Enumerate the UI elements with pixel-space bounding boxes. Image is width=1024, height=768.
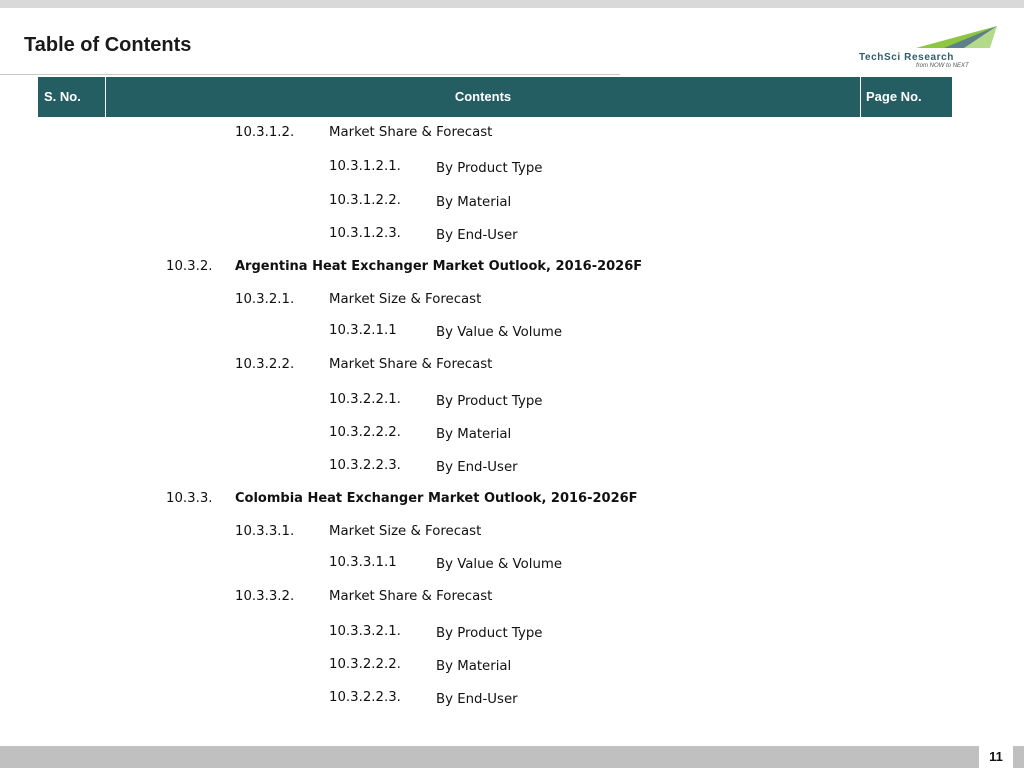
top-band <box>0 0 1024 8</box>
toc-entry-number: 10.3.1.2.3. <box>329 226 401 241</box>
toc-entry-number: 10.3.3. <box>166 491 213 506</box>
toc-entry[interactable] <box>0 191 1024 211</box>
column-header-sno: S. No. <box>38 77 105 117</box>
toc-entry[interactable] <box>0 522 1024 542</box>
toc-entry-number: 10.3.3.1. <box>235 524 295 539</box>
toc-entry-number: 10.3.2.2.1. <box>329 392 401 407</box>
toc-entry-title: Argentina Heat Exchanger Market Outlook, 2016-2026F <box>235 259 643 274</box>
page-title: Table of Contents <box>24 34 192 56</box>
toc-entry[interactable] <box>0 655 1024 675</box>
toc-entry[interactable] <box>0 489 1024 509</box>
toc-entry-number: 10.3.2.2.3. <box>329 458 401 473</box>
toc-entry-number: 10.3.3.2. <box>235 589 295 604</box>
toc-entry[interactable] <box>0 390 1024 410</box>
toc-entry-number: 10.3.2.2. <box>235 357 295 372</box>
toc-entry[interactable] <box>0 423 1024 443</box>
toc-entry[interactable] <box>0 157 1024 177</box>
toc-entry-title: By End-User <box>436 692 518 707</box>
company-logo <box>856 24 1001 74</box>
toc-entry-number: 10.3.3.2.1. <box>329 624 401 639</box>
toc-entry-title: By Value & Volume <box>436 557 563 572</box>
toc-entry-number: 10.3.3.1.1 <box>329 555 397 570</box>
toc-entry-number: 10.3.2.2.2. <box>329 657 401 672</box>
toc-entry[interactable] <box>0 290 1024 310</box>
toc-entry[interactable] <box>0 321 1024 341</box>
logo-swoosh-icon <box>856 24 1001 54</box>
logo-name: TechSci Research <box>859 52 955 63</box>
title-divider <box>0 74 620 75</box>
toc-entry-title: By Product Type <box>436 394 543 409</box>
toc-entry-number: 10.3.2.2.3. <box>329 690 401 705</box>
toc-entry-number: 10.3.2.1.1 <box>329 323 397 338</box>
column-header-page: Page No. <box>861 77 952 117</box>
toc-entry-title: By End-User <box>436 460 518 475</box>
toc-entry[interactable] <box>0 224 1024 244</box>
toc-entry[interactable] <box>0 257 1024 277</box>
toc-entry-title: Colombia Heat Exchanger Market Outlook, 2016-2026F <box>235 491 638 506</box>
table-header <box>38 77 952 117</box>
toc-entry-number: 10.3.2.1. <box>235 292 295 307</box>
toc-entry[interactable] <box>0 553 1024 573</box>
toc-entry-title: By Value & Volume <box>436 325 563 340</box>
toc-entry-title: Market Size & Forecast <box>329 292 482 307</box>
toc-entry-title: Market Share & Forecast <box>329 589 493 604</box>
toc-entry-title: By End-User <box>436 228 518 243</box>
toc-entry-title: By Product Type <box>436 161 543 176</box>
toc-entry-number: 10.3.2. <box>166 259 213 274</box>
page-number: 11 <box>979 746 1013 768</box>
toc-entry-title: Market Size & Forecast <box>329 524 482 539</box>
toc-entry[interactable] <box>0 622 1024 642</box>
toc-entry-title: By Material <box>436 195 512 210</box>
toc-entry[interactable] <box>0 456 1024 476</box>
footer-band <box>0 746 1024 768</box>
toc-entry-title: By Material <box>436 427 512 442</box>
toc-entry[interactable] <box>0 355 1024 375</box>
toc-entry-title: By Material <box>436 659 512 674</box>
toc-entry-number: 10.3.2.2.2. <box>329 425 401 440</box>
toc-entry-title: Market Share & Forecast <box>329 125 493 140</box>
toc-entry-title: Market Share & Forecast <box>329 357 493 372</box>
column-header-contents: Contents <box>106 77 860 117</box>
toc-entry[interactable] <box>0 123 1024 143</box>
toc-entry-number: 10.3.1.2.1. <box>329 159 401 174</box>
logo-tagline: from NOW to NEXT <box>916 63 969 69</box>
toc-entry-number: 10.3.1.2. <box>235 125 295 140</box>
toc-entry[interactable] <box>0 587 1024 607</box>
toc-entry-title: By Product Type <box>436 626 543 641</box>
toc-entry-number: 10.3.1.2.2. <box>329 193 401 208</box>
toc-entry[interactable] <box>0 688 1024 708</box>
